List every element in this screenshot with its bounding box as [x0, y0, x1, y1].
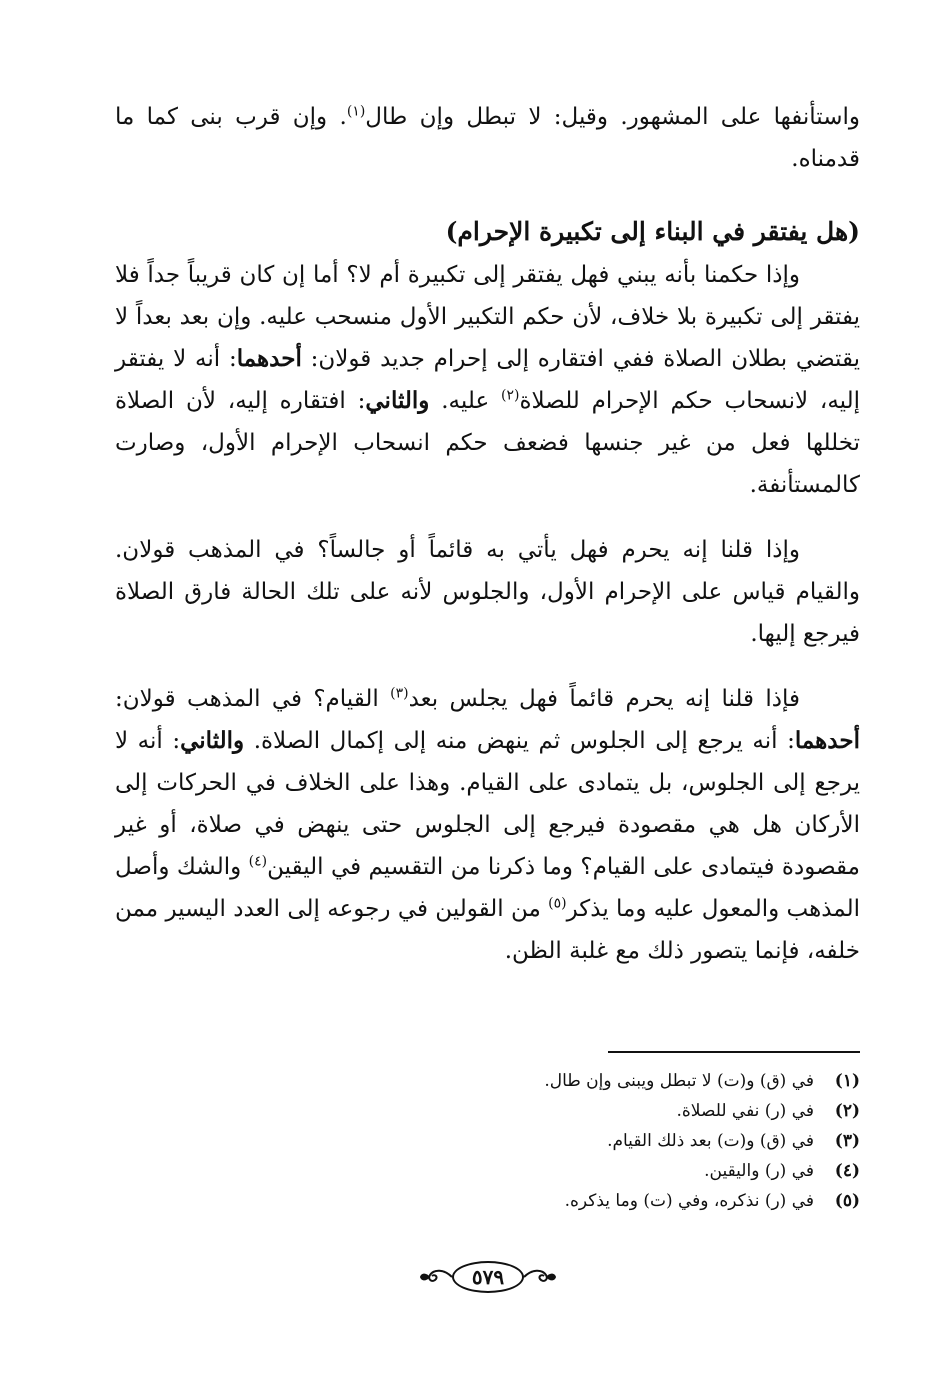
- paragraph-2: وإذا قلنا إنه يحرم فهل يأتي به قائماً أو جالساً؟ في المذهب قولان. والقيام قياس على الإحرام الأول، والجلوس لأنه على تلك الحالة فارق الصلاة فيرجع إليها.: [115, 537, 860, 647]
- footnote-number: (٢): [834, 1101, 860, 1121]
- page-number-ornament: [418, 1258, 558, 1298]
- footnote-number: (٣): [834, 1131, 860, 1151]
- footnote-ref-4: (٤): [248, 853, 268, 870]
- footnote-item: [300, 1066, 860, 1096]
- intro-paragraph: [115, 96, 860, 180]
- ornament-left-icon: [418, 1266, 454, 1288]
- footnote-text: في (ق) و(ت) بعد ذلك القيام.: [607, 1131, 814, 1151]
- footnote-ref-2: (٢): [501, 387, 520, 404]
- para1-bold-2: والثاني: [365, 387, 430, 414]
- para1-text-2: : أنه لا يفتقر إليه، لانسحاب حكم الإحرام للصلاة: [115, 346, 861, 414]
- footnote-ref-3: (٣): [390, 685, 409, 702]
- paragraph-3: [115, 678, 860, 972]
- footnote-number: (١): [834, 1071, 860, 1091]
- footnote-text: في (ر) واليقين.: [704, 1161, 814, 1181]
- footnotes: [300, 1066, 860, 1216]
- page-number: ٥٧٩: [452, 1261, 524, 1293]
- footnote-item: [300, 1186, 860, 1216]
- para3-bold-1: أحدهما: [794, 727, 860, 754]
- para1-text-4: : افتقاره إليه، لأن الصلاة تخللها فعل من غير جنسها فضعف حكم انسحاب الإحرام الأول، وصارت كالمستأنفة.: [115, 388, 860, 498]
- main-text: [115, 96, 860, 972]
- para3-text-6: من القولين في رجوعه إلى العدد اليسير ممن خلفه، فإنما يتصور ذلك مع غلبة الظن.: [115, 896, 860, 964]
- footnote-item: [300, 1126, 860, 1156]
- footnote-item: [300, 1096, 860, 1126]
- para1-bold-1: أحدهما: [236, 345, 302, 372]
- intro-text-2: . وإن قرب بنى كما ما قدمناه.: [115, 104, 860, 172]
- ornament-right-icon: [522, 1266, 558, 1288]
- footnote-divider: [608, 1051, 860, 1053]
- para3-text-2: القيام؟ في المذهب قولان:: [115, 686, 391, 712]
- intro-text-1: واستأنفها على المشهور. وقيل: لا تبطل وإن طال: [365, 104, 861, 130]
- para3-text-5: والشك وأصل المذهب والمعول عليه وما يذكر: [115, 854, 860, 922]
- para3-text-3: : أنه يرجع إلى الجلوس ثم ينهض منه إلى إكمال الصلاة.: [244, 728, 795, 754]
- para1-text-1: وإذا حكمنا بأنه يبني فهل يفتقر إلى تكبيرة أم لا؟ أما إن كان قريباً جداً فلا يفتقر إلى تكبيرة بلا خلاف، لأن حكم التكبير الأول منسحب عليه. وإن بعد بعداً لا يقتضي بطلان الصلاة ففي افتقاره إلى إحرام جديد قولان:: [115, 262, 860, 372]
- footnote-text: في (ر) نفي للصلاة.: [676, 1101, 814, 1121]
- para3-text-1: فإذا قلنا إنه يحرم قائماً فهل يجلس بعد: [408, 686, 800, 712]
- para3-text-4: : أنه لا يرجع إلى الجلوس، بل يتمادى على القيام. وهذا على الخلاف في الحركات إلى الأركان هل هي مقصودة فيرجع إلى الجلوس حتى ينهض في صلاة، أو غير مقصودة فيتمادى على القيام؟ وما ذكرنا من التقسيم في اليقين: [115, 728, 860, 880]
- footnote-text: في (ر) نذكره، وفي (ت) وما يذكره.: [564, 1191, 814, 1211]
- footnote-item: [300, 1156, 860, 1186]
- footnote-ref-5: (٥): [548, 895, 567, 912]
- section-heading: (هل يفتقر في البناء إلى تكبيرة الإحرام): [445, 217, 860, 246]
- para3-bold-2: والثاني: [180, 727, 245, 754]
- footnote-number: (٥): [834, 1191, 860, 1211]
- para1-text-3: عليه.: [429, 388, 501, 414]
- paragraph-1: [115, 254, 860, 506]
- footnote-text: في (ق) و(ت) لا تبطل ويبنى وإن طال.: [544, 1071, 814, 1091]
- footnote-number: (٤): [834, 1161, 860, 1181]
- footnote-ref-1: (١): [346, 103, 366, 120]
